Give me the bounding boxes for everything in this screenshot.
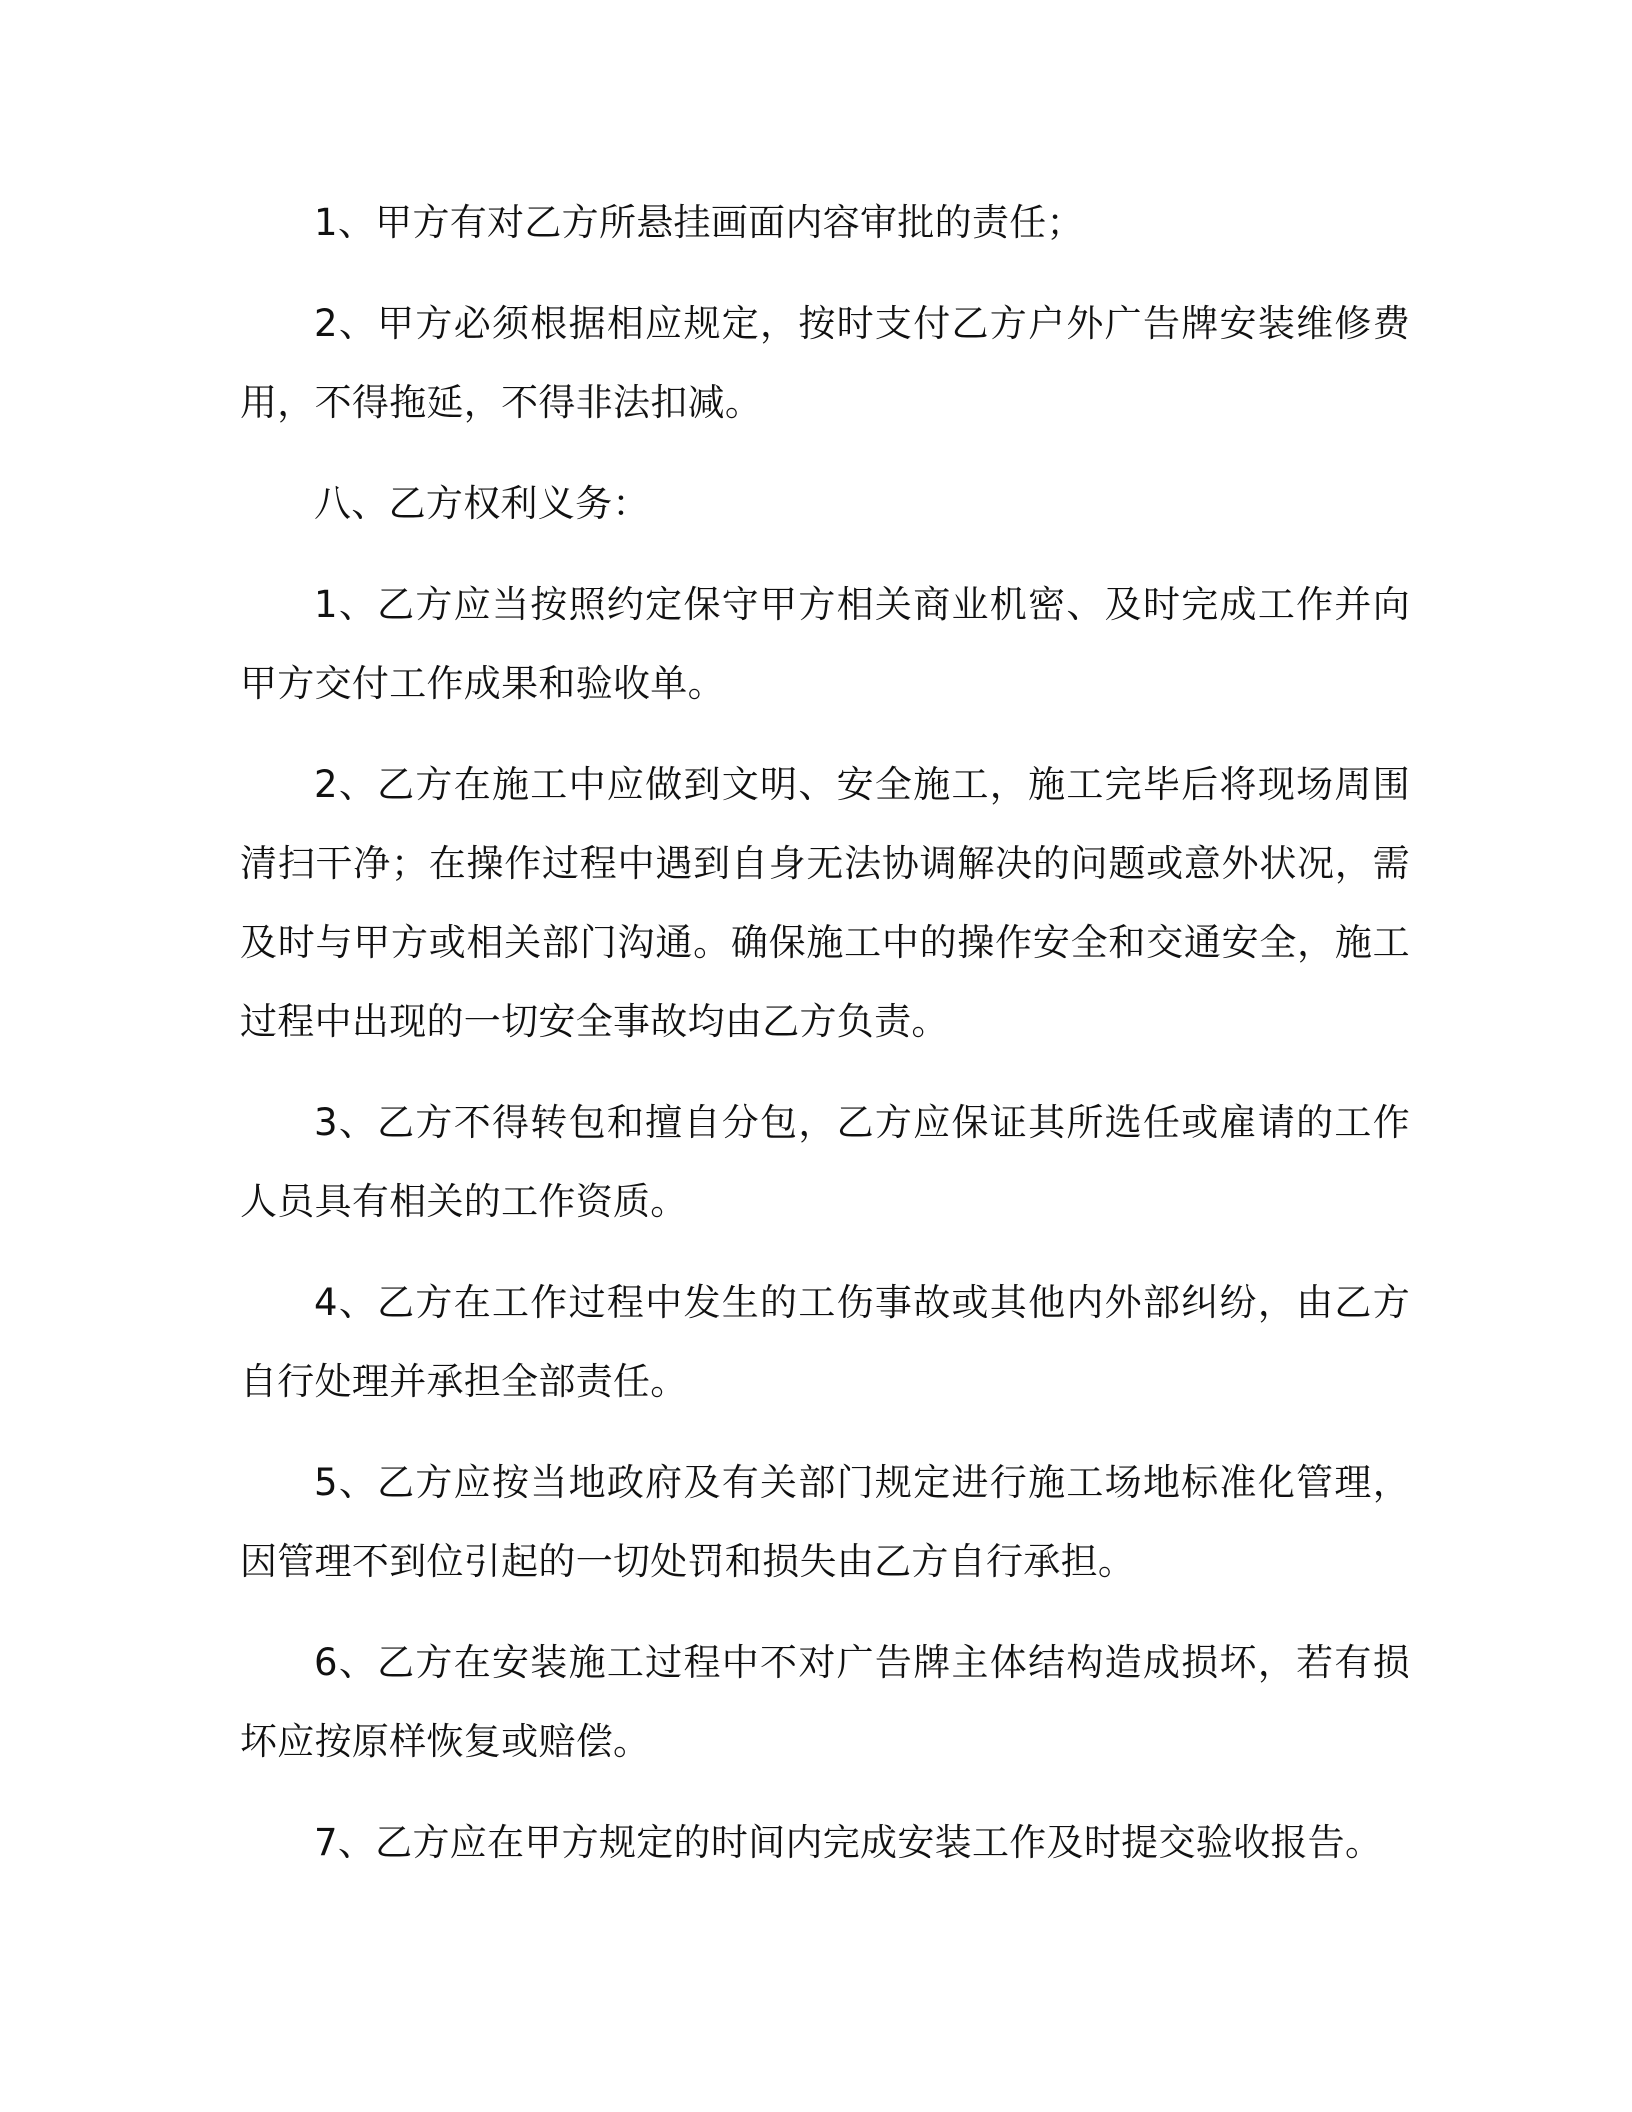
clause-b-4: 4、乙方在工作过程中发生的工伤事故或其他内外部纠纷，由乙方自行处理并承担全部责任。: [240, 1281, 1410, 1403]
clause-a-1: 1、甲方有对乙方所悬挂画面内容审批的责任；: [314, 201, 1084, 244]
clause-b-1: 1、乙方应当按照约定保守甲方相关商业机密、及时完成工作并向甲方交付工作成果和验收单。: [240, 583, 1410, 705]
clause-b-2: 2、乙方在施工中应做到文明、安全施工，施工完毕后将现场周围清扫干净；在操作过程中遇到自身无法协调解决的问题或意外状况，需及时与甲方或相关部门沟通。确保施工中的操作安全和交通安全，施工过程中出现的一切安全事故均由乙方负责。: [240, 763, 1410, 1043]
clause-b-3: 3、乙方不得转包和擅自分包，乙方应保证其所选任或雇请的工作人员具有相关的工作资质。: [240, 1101, 1410, 1223]
clause-b-7: 7、乙方应在甲方规定的时间内完成安装工作及时提交验收报告。: [314, 1821, 1383, 1864]
clause-b-6: 6、乙方在安装施工过程中不对广告牌主体结构造成损坏，若有损坏应按原样恢复或赔偿。: [240, 1641, 1410, 1763]
section-heading-8: 八、乙方权利义务：: [314, 482, 650, 525]
clause-a-2: 2、甲方必须根据相应规定，按时支付乙方户外广告牌安装维修费用，不得拖延，不得非法扣减。: [240, 302, 1410, 424]
document-body: [240, 183, 1410, 1882]
clause-b-5: 5、乙方应按当地政府及有关部门规定进行施工场地标准化管理，因管理不到位引起的一切处罚和损失由乙方自行承担。: [240, 1461, 1410, 1583]
